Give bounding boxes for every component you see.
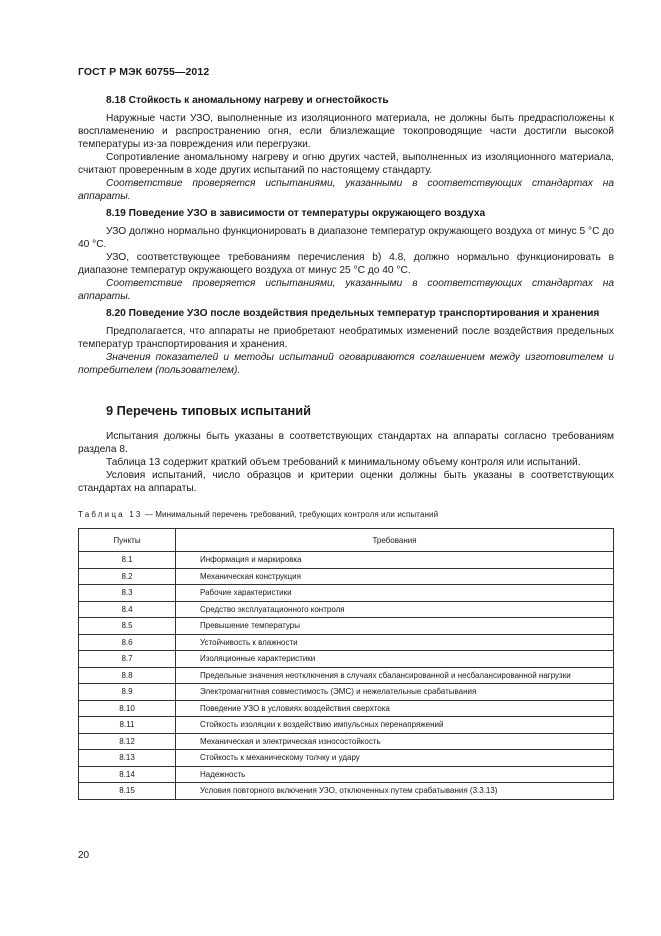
section-8-18-heading: 8.18 Стойкость к аномальному нагреву и огнестойкость (106, 95, 389, 106)
table-cell-requirement: Надежность (176, 766, 614, 783)
table-cell-requirement: Стойкость к механическому толчку и удару (176, 750, 614, 767)
table-row (79, 766, 614, 783)
table-cell-requirement: Превышение температуры (176, 618, 614, 635)
table-row (79, 783, 614, 800)
table-cell-point: 8.2 (79, 568, 176, 585)
paragraph: Предполагается, что аппараты не приобретают необратимых изменений после воздействия предельных температур транспортирования и хранения. (78, 326, 614, 350)
table-row (79, 552, 614, 569)
document-header: ГОСТ Р МЭК 60755—2012 (78, 66, 210, 78)
table-row (79, 684, 614, 701)
section-9-heading: 9 Перечень типовых испытаний (106, 403, 311, 418)
table-cell-requirement: Механическая конструкция (176, 568, 614, 585)
column-header-requirements: Требования (176, 529, 614, 552)
table-row (79, 667, 614, 684)
paragraph: УЗО должно нормально функционировать в диапазоне температур окружающего воздуха от минус 5 °С до 40 °С. (78, 226, 614, 250)
table-cell-point: 8.7 (79, 651, 176, 668)
table-cell-point: 8.14 (79, 766, 176, 783)
table-row (79, 601, 614, 618)
paragraph: УЗО, соответствующее требованиям перечисления b) 4.8, должно нормально функционировать в диапазоне температур окружающего воздуха от минус 25 °С до 40 °С. (78, 252, 614, 276)
table-row (79, 700, 614, 717)
table-cell-requirement: Устойчивость к влажности (176, 634, 614, 651)
table-cell-point: 8.1 (79, 552, 176, 569)
table-header-row (79, 529, 614, 552)
table-cell-point: 8.11 (79, 717, 176, 734)
table-row (79, 568, 614, 585)
table-cell-point: 8.8 (79, 667, 176, 684)
page-number: 20 (78, 850, 90, 861)
document-body (78, 94, 614, 800)
table-cell-requirement: Стойкость изоляции к воздействию импульсных перенапряжений (176, 717, 614, 734)
table-cell-requirement: Механическая и электрическая износостойкость (176, 733, 614, 750)
section-8-19-heading: 8.19 Поведение УЗО в зависимости от температуры окружающего воздуха (106, 208, 486, 219)
table-cell-requirement: Поведение УЗО в условиях воздействия сверхтока (176, 700, 614, 717)
compliance-note: Соответствие проверяется испытаниями, указанными в соответствующих стандартах на аппараты. (78, 278, 614, 302)
table-row (79, 585, 614, 602)
paragraph: Испытания должны быть указаны в соответствующих стандартах на аппараты согласно требованиям раздела 8. (78, 431, 614, 455)
paragraph: Таблица 13 содержит краткий объем требований к минимальному объему контроля или испытаний. (106, 457, 581, 468)
table-caption-text: — Минимальный перечень требований, требующих контроля или испытаний (144, 510, 439, 519)
paragraph: Наружные части УЗО, выполненные из изоляционного материала, не должны быть предрасположены к воспламенению и распространению огня, если близлежащие токопроводящие части достигли высокой температуры из-за повреждения или перегрузки. (78, 113, 614, 150)
table-row (79, 634, 614, 651)
table-caption (78, 508, 614, 521)
table-cell-point: 8.5 (79, 618, 176, 635)
table-row (79, 733, 614, 750)
table-row (79, 717, 614, 734)
table-cell-requirement: Предельные значения неотключения в случаях сбалансированной и несбалансированной нагрузки (176, 667, 614, 684)
section-8-20-heading: 8.20 Поведение УЗО после воздействия предельных температур транспортирования и хранения (106, 308, 600, 319)
paragraph: Сопротивление аномальному нагреву и огню других частей, выполненных из изоляционного материала, считают проверенным в ходе других испытаний по настоящему стандарту. (78, 152, 614, 176)
table-cell-point: 8.6 (79, 634, 176, 651)
table-cell-point: 8.3 (79, 585, 176, 602)
table-cell-requirement: Электромагнитная совместимость (ЭМС) и нежелательные срабатывания (176, 684, 614, 701)
requirements-table (78, 528, 614, 800)
table-caption-label: Таблица 13 (78, 510, 143, 519)
table-cell-point: 8.10 (79, 700, 176, 717)
paragraph: Условия испытаний, число образцов и критерии оценки должны быть указаны в соответствующих стандартах на аппараты. (78, 470, 614, 494)
table-cell-requirement: Средство эксплуатационного контроля (176, 601, 614, 618)
table-cell-requirement: Рабочие характеристики (176, 585, 614, 602)
table-cell-requirement: Изоляционные характеристики (176, 651, 614, 668)
column-header-points: Пункты (79, 529, 176, 552)
table-row (79, 651, 614, 668)
table-cell-requirement: Условия повторного включения УЗО, отключенных путем срабатывания (3.3.13) (176, 783, 614, 800)
table-cell-requirement: Информация и маркировка (176, 552, 614, 569)
compliance-note: Соответствие проверяется испытаниями, указанными в соответствующих стандартах на аппараты. (78, 178, 614, 202)
table-cell-point: 8.9 (79, 684, 176, 701)
table-cell-point: 8.13 (79, 750, 176, 767)
table-row (79, 750, 614, 767)
table-cell-point: 8.4 (79, 601, 176, 618)
compliance-note: Значения показателей и методы испытаний оговариваются соглашением между изготовителем и потребителем (пользователем). (78, 352, 614, 376)
table-cell-point: 8.15 (79, 783, 176, 800)
table-cell-point: 8.12 (79, 733, 176, 750)
table-row (79, 618, 614, 635)
